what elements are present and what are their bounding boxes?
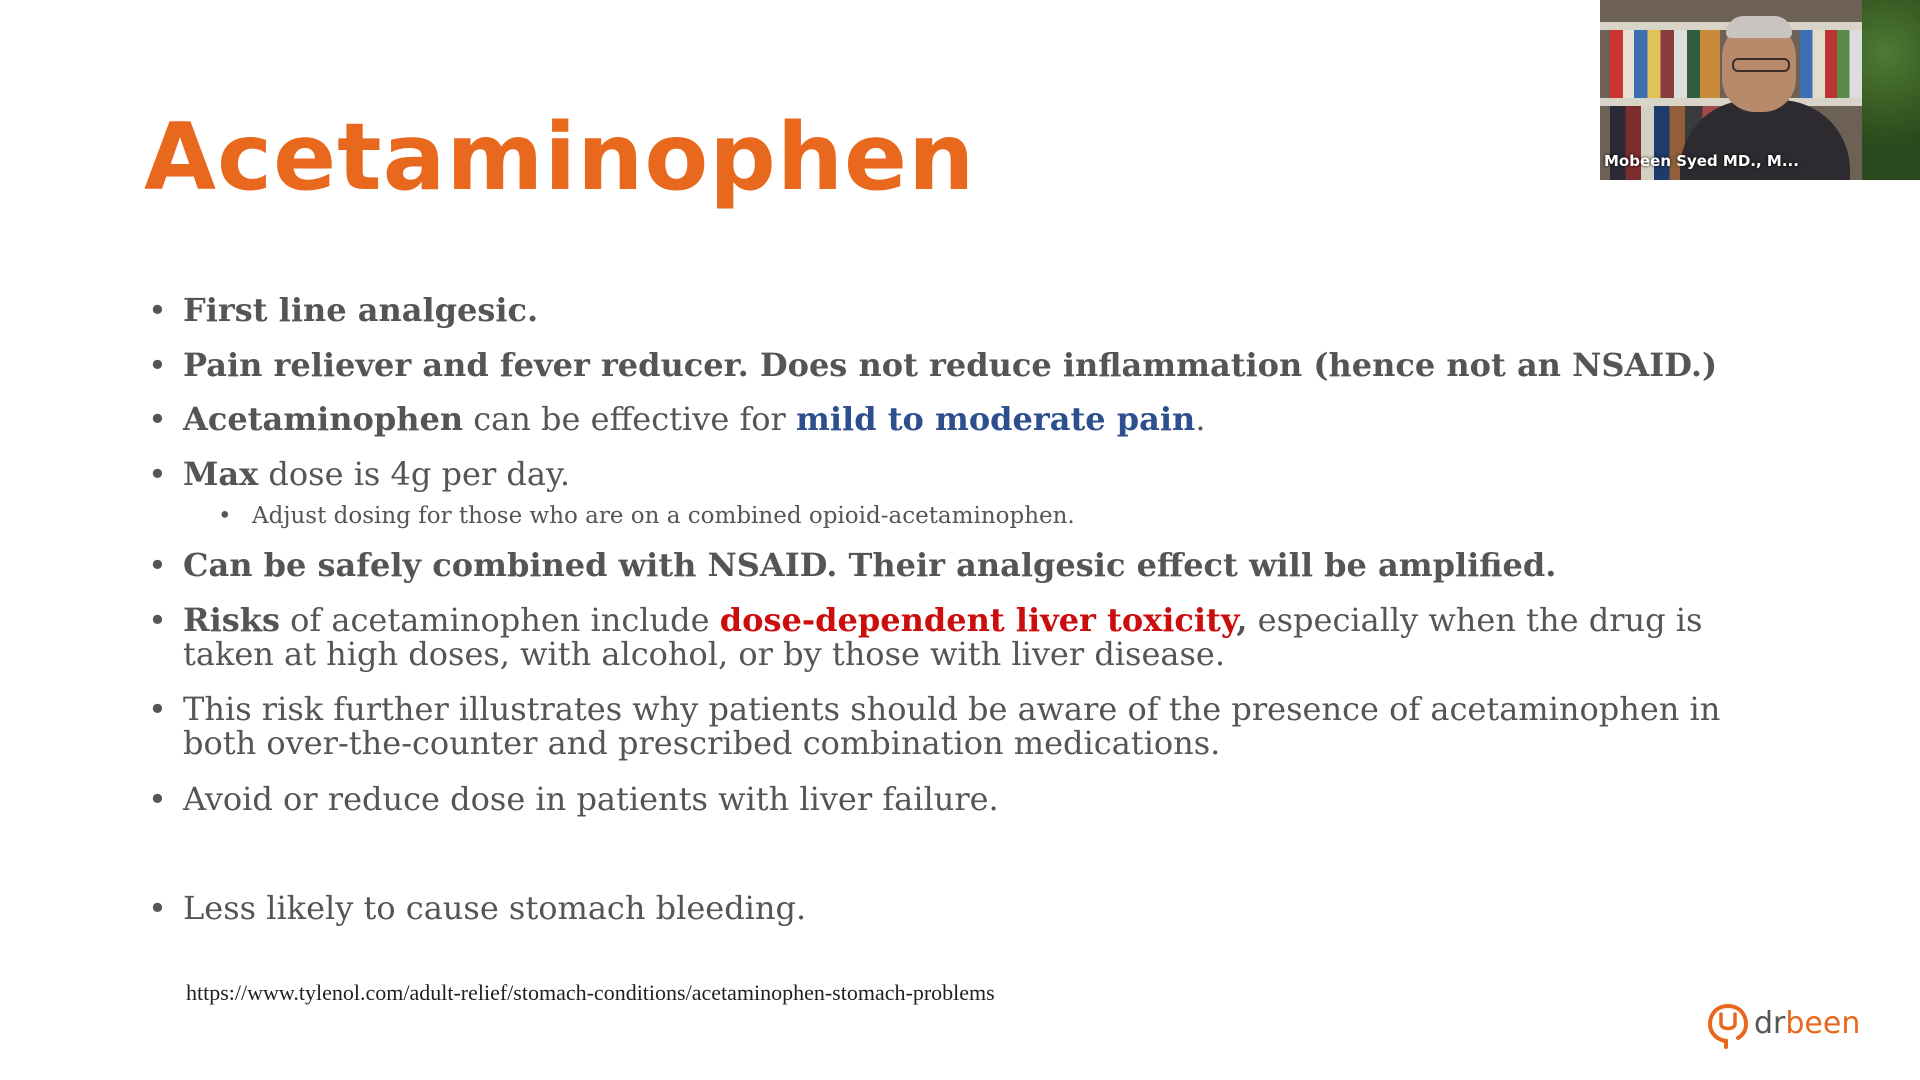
bullet-text: First line analgesic. — [183, 291, 539, 329]
books-row — [1800, 30, 1862, 98]
bullet-marker: • — [148, 601, 167, 639]
bullet-item — [148, 603, 1748, 671]
bullet-marker: • — [148, 346, 167, 384]
bullet-text: Risks — [183, 601, 280, 639]
bullet-marker: • — [148, 546, 167, 584]
bullet-marker: • — [148, 780, 167, 818]
bullet-item — [148, 891, 1748, 925]
bullet-item — [148, 548, 1748, 582]
bullet-item — [148, 457, 1748, 491]
bullet-marker: • — [148, 889, 167, 927]
bullet-text: This risk further illustrates why patients should be aware of the presence of acetaminophen in both over-the-counter and prescribed combination medications. — [183, 690, 1721, 762]
bullet-marker: • — [148, 291, 167, 329]
glasses-icon — [1732, 58, 1790, 72]
bullet-text: Pain reliever and fever reducer. Does not reduce inflammation (hence not an NSAID.) — [183, 346, 1718, 384]
bullet-text: especially when the drug is taken at high doses, with alcohol, or by those with liver disease. — [183, 601, 1703, 673]
stethoscope-icon — [1706, 1002, 1750, 1050]
webcam-video-tile[interactable] — [1600, 0, 1920, 180]
person-hair — [1726, 16, 1792, 38]
bullet-text: . — [1195, 400, 1206, 438]
bullet-text: Avoid or reduce dose in patients with liver failure. — [183, 780, 999, 818]
slide-title: Acetaminophen — [144, 103, 976, 211]
books-row — [1610, 30, 1720, 98]
bullet-text: mild to moderate pain — [796, 400, 1196, 438]
drbeen-logo — [1706, 1002, 1866, 1052]
bullet-text: can be effective for — [463, 400, 797, 438]
bullet-marker: • — [148, 690, 167, 728]
bullet-text: of acetaminophen include — [279, 601, 720, 639]
bullet-marker: • — [148, 400, 167, 438]
plant — [1862, 0, 1920, 180]
bullet-text: dose-dependent liver toxicity — [719, 601, 1237, 639]
logo-text-been: been — [1785, 1006, 1861, 1041]
bullet-item — [148, 692, 1748, 760]
bullet-item — [148, 348, 1748, 382]
bullet-text: dose is 4g per day. — [258, 455, 570, 493]
logo-wordmark — [1754, 1002, 1860, 1046]
bullet-text: , — [1236, 601, 1248, 639]
bullet-text: Adjust dosing for those who are on a combined opioid-acetaminophen. — [252, 503, 1075, 529]
bullet-marker: • — [218, 503, 232, 529]
bullet-item — [148, 293, 1748, 327]
bullet-marker: • — [148, 455, 167, 493]
participant-name: Mobeen Syed MD., M... — [1604, 152, 1799, 170]
source-link[interactable]: https://www.tylenol.com/adult-relief/stomach-conditions/acetaminophen-stomach-problems — [186, 980, 995, 1005]
bullet-text: Max — [183, 455, 259, 493]
bullet-item — [148, 402, 1748, 436]
bullet-item — [148, 782, 1748, 816]
bullet-text: Acetaminophen — [183, 400, 464, 438]
sub-bullet-item — [218, 502, 1748, 530]
logo-text-dr: dr — [1754, 1006, 1786, 1041]
bullet-text: Less likely to cause stomach bleeding. — [183, 889, 807, 927]
bullet-text: Can be safely combined with NSAID. Their analgesic effect will be amplified. — [183, 546, 1557, 584]
